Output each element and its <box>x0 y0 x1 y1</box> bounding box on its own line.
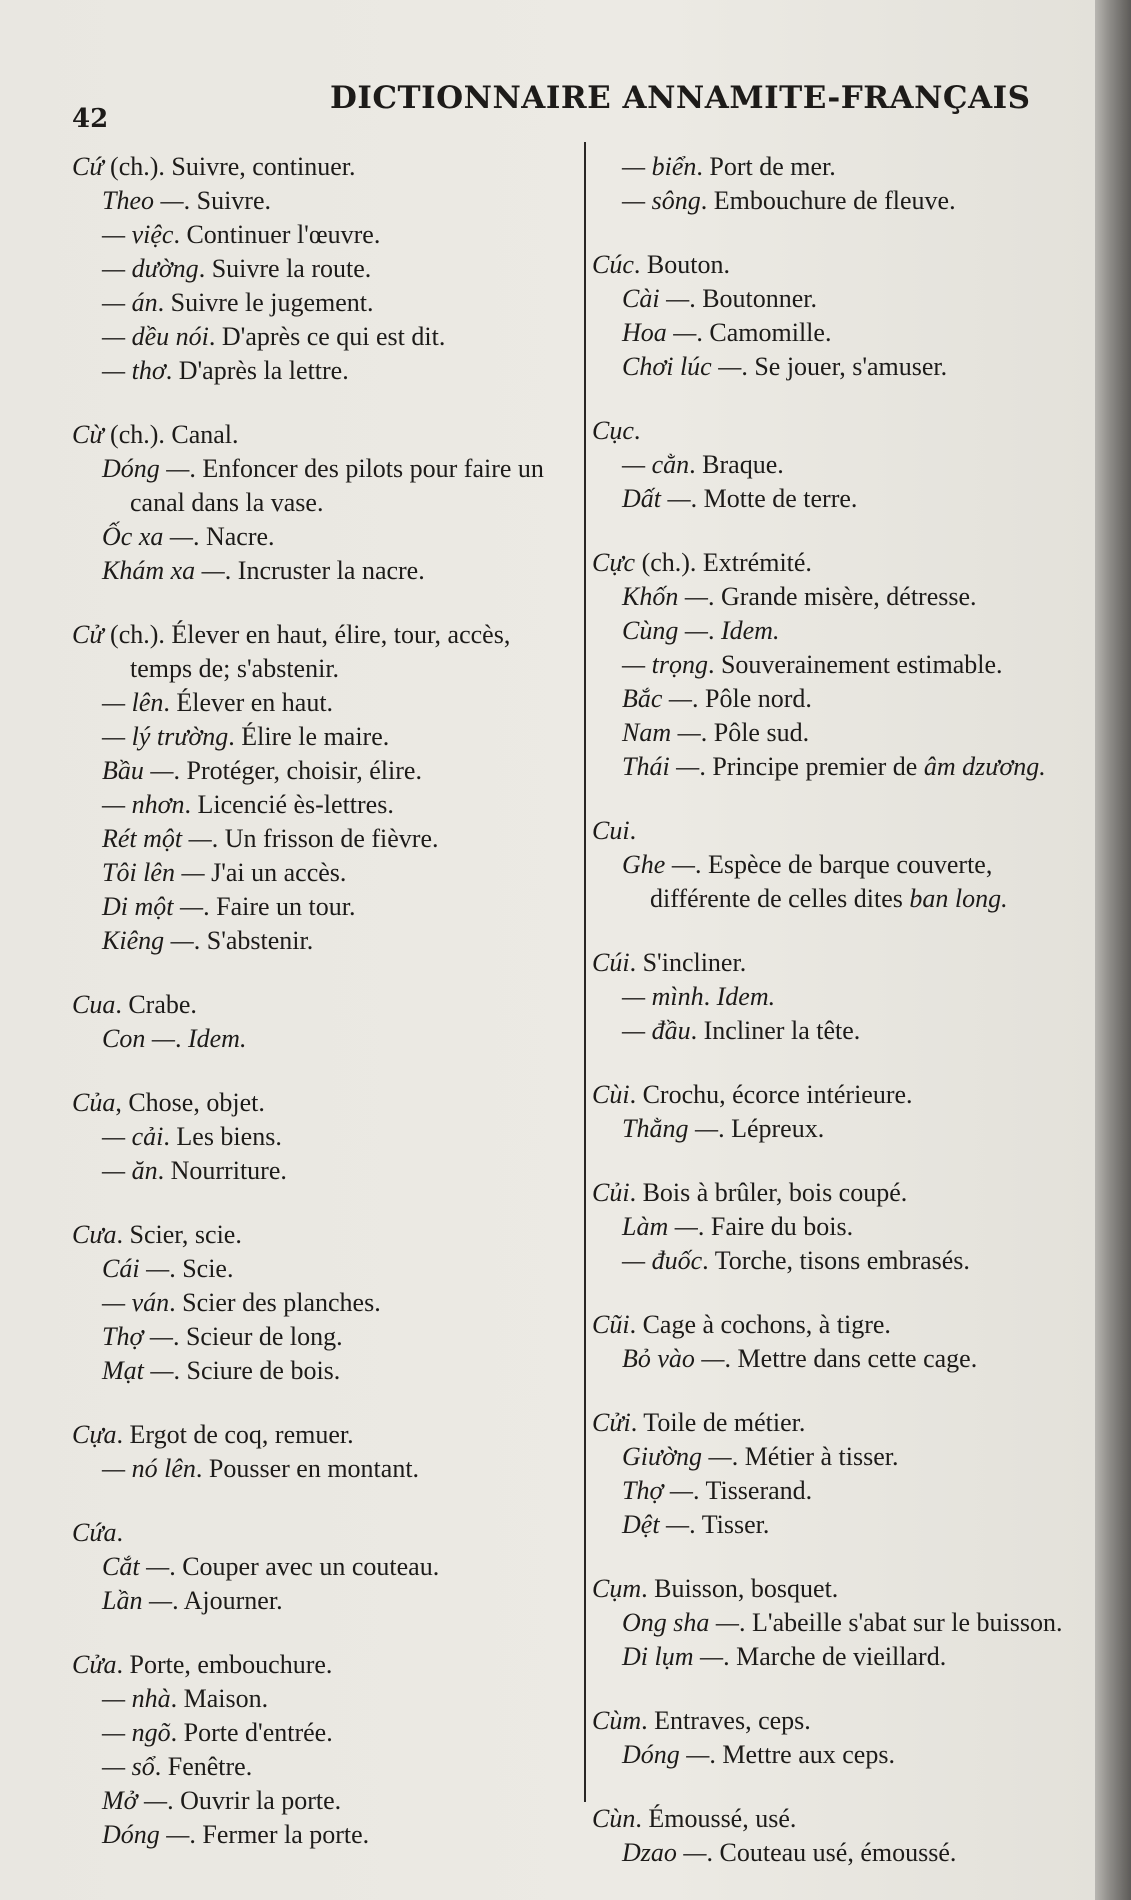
sub-definition: . Fenêtre. <box>154 1752 253 1781</box>
sub-term: Thợ — <box>622 1476 693 1505</box>
headword: Cua <box>72 990 116 1019</box>
definition: (ch.). Suivre, continuer. <box>103 152 356 181</box>
sub-entry <box>72 1320 577 1354</box>
sub-definition: . Faire un tour. <box>203 892 356 921</box>
dictionary-entry <box>72 1648 577 1852</box>
sub-entry <box>592 580 1092 614</box>
entry-headline <box>592 414 1092 448</box>
entry-headline <box>72 150 577 184</box>
sub-entry <box>72 320 577 354</box>
sub-definition: . Élire le maire. <box>228 722 390 751</box>
sub-definition: . Un frisson de fièvre. <box>211 824 439 853</box>
headword: Cử <box>72 620 104 649</box>
sub-term: Bắc — <box>622 684 693 713</box>
sub-entry <box>592 614 1092 648</box>
sub-term: — ngõ <box>102 1718 171 1747</box>
dictionary-entry <box>592 814 1092 916</box>
dictionary-entry <box>72 618 577 958</box>
sub-definition: . Suivre la route. <box>198 254 372 283</box>
sub-definition: . Pôle sud. <box>700 718 810 747</box>
sub-definition: . Principe premier de <box>699 752 924 781</box>
definition: , Chose, objet. <box>115 1088 265 1117</box>
sub-term: — dường <box>102 254 199 283</box>
sub-entry <box>592 1640 1092 1674</box>
sub-definition: . Mettre dans cette cage. <box>724 1344 978 1373</box>
sub-definition: . Souverainement estimable. <box>707 650 1003 679</box>
sub-term: — lên <box>102 688 164 717</box>
sub-definition-italic: Idem. <box>720 616 780 645</box>
sub-definition: . Licencié ès-lettres. <box>184 790 394 819</box>
sub-term: Dzao — <box>622 1838 707 1867</box>
sub-definition: . Motte de terre. <box>690 484 858 513</box>
definition: . Bois à brûler, bois coupé. <box>629 1178 908 1207</box>
definition: . Scier, scie. <box>116 1220 242 1249</box>
sub-entry <box>72 1252 577 1286</box>
sub-term: Thợ — <box>102 1322 173 1351</box>
dictionary-entry <box>592 150 1092 218</box>
sub-entry <box>72 1354 577 1388</box>
entry-headline <box>72 988 577 1022</box>
sub-entry <box>592 682 1092 716</box>
headword: Cúi <box>592 948 630 977</box>
entry-headline <box>592 814 1092 848</box>
sub-entry <box>592 1836 1092 1870</box>
headword: Cục <box>592 416 634 445</box>
sub-definition: . Suivre. <box>183 186 272 215</box>
sub-definition: . Protéger, choisir, élire. <box>173 756 422 785</box>
sub-term: Chơi lúc — <box>622 352 742 381</box>
sub-entry <box>592 150 1092 184</box>
sub-entry <box>592 980 1092 1014</box>
dictionary-entry <box>72 1086 577 1188</box>
headword: Cực <box>592 548 636 577</box>
sub-term: Ghe — <box>622 850 695 879</box>
headword: Cừ <box>72 420 104 449</box>
entry-headline <box>592 1704 1092 1738</box>
sub-entry <box>592 1474 1092 1508</box>
entry-headline <box>72 418 577 452</box>
dictionary-entry <box>592 1704 1092 1772</box>
dictionary-entry <box>592 1802 1092 1870</box>
sub-term: Nam — <box>622 718 701 747</box>
sub-definition: . Tisser. <box>689 1510 770 1539</box>
sub-definition: . Enfoncer des pilots pour faire un canal dans la vase. <box>130 454 544 517</box>
sub-definition-italic: ban long. <box>909 884 1008 913</box>
headword: Cùn <box>592 1804 636 1833</box>
sub-entry <box>592 482 1092 516</box>
definition: (ch.). Élever en haut, élire, tour, accès, temps de; s'abstenir. <box>103 620 511 683</box>
definition: . Ergot de coq, remuer. <box>116 1420 354 1449</box>
headword: Cứa <box>72 1518 117 1547</box>
dictionary-entry <box>72 1218 577 1388</box>
sub-definition: . Embouchure de fleuve. <box>700 186 956 215</box>
sub-term: Mở — <box>102 1786 168 1815</box>
sub-entry <box>592 350 1092 384</box>
definition: . Bouton. <box>633 250 730 279</box>
sub-term: Dóng — <box>622 1740 710 1769</box>
left-column <box>72 150 577 1882</box>
sub-definition: . Nourriture. <box>157 1156 287 1185</box>
definition: . Crabe. <box>115 990 197 1019</box>
sub-term: — sông <box>622 186 701 215</box>
dictionary-entry <box>592 248 1092 384</box>
entry-headline <box>592 1308 1092 1342</box>
sub-entry <box>72 686 577 720</box>
sub-definition: . <box>707 616 721 645</box>
entry-headline <box>592 1802 1092 1836</box>
dictionary-entry <box>72 988 577 1056</box>
entry-headline <box>72 1218 577 1252</box>
sub-entry <box>72 218 577 252</box>
sub-definition: . Ouvrir la porte. <box>167 1786 342 1815</box>
sub-entry <box>72 354 577 388</box>
dictionary-entry <box>592 1406 1092 1542</box>
sub-definition: . Scie. <box>169 1254 234 1283</box>
entry-headline <box>72 1516 577 1550</box>
sub-definition: . Incliner la tête. <box>690 1016 861 1045</box>
sub-entry <box>592 750 1092 784</box>
sub-entry <box>72 1584 577 1618</box>
entry-headline <box>592 1572 1092 1606</box>
sub-definition: . <box>174 1024 188 1053</box>
sub-definition: . Torche, tisons embrasés. <box>702 1246 970 1275</box>
sub-definition: . Scier des planches. <box>169 1288 381 1317</box>
sub-entry <box>72 252 577 286</box>
sub-entry <box>72 520 577 554</box>
sub-definition-italic: Idem. <box>187 1024 247 1053</box>
sub-entry <box>72 452 577 520</box>
sub-entry <box>72 720 577 754</box>
definition: . Cage à cochons, à tigre. <box>629 1310 891 1339</box>
headword: Của <box>72 1088 116 1117</box>
sub-definition-italic: Idem. <box>716 982 776 1011</box>
definition: . <box>116 1518 124 1547</box>
sub-entry <box>592 648 1092 682</box>
sub-definition: . Incruster la nacre. <box>224 556 425 585</box>
sub-definition: . Couteau usé, émoussé. <box>706 1838 957 1867</box>
sub-term: Khốn — <box>622 582 708 611</box>
sub-entry <box>72 890 577 924</box>
sub-term: — mình <box>622 982 704 1011</box>
headword: Cụm <box>592 1574 642 1603</box>
definition: (ch.). Extrémité. <box>635 548 812 577</box>
sub-definition: . <box>703 982 717 1011</box>
sub-term: Rét một — <box>102 824 212 853</box>
entry-headline <box>72 618 577 686</box>
sub-definition: . Nacre. <box>192 522 275 551</box>
sub-term: — đuốc <box>622 1246 703 1275</box>
dictionary-entry <box>592 1176 1092 1278</box>
sub-term: Giường — <box>622 1442 732 1471</box>
sub-entry <box>72 554 577 588</box>
headword: Cùi <box>592 1080 630 1109</box>
sub-term: — lý trường <box>102 722 229 751</box>
sub-entry <box>72 822 577 856</box>
sub-definition: . Faire du bois. <box>697 1212 854 1241</box>
headword: Cứ <box>72 152 104 181</box>
headword: Cửa <box>72 1650 117 1679</box>
sub-term: Dệt — <box>622 1510 690 1539</box>
sub-definition: . Fermer la porte. <box>189 1820 370 1849</box>
column-divider <box>584 142 586 1802</box>
sub-entry <box>72 754 577 788</box>
sub-entry <box>592 316 1092 350</box>
sub-term: — án <box>102 288 158 317</box>
sub-term: Dất — <box>622 484 691 513</box>
dictionary-entry <box>72 150 577 388</box>
sub-term: Theo — <box>102 186 184 215</box>
dictionary-entry <box>592 1078 1092 1146</box>
sub-term: — biển <box>622 152 697 181</box>
sub-definition: J'ai un accès. <box>204 858 347 887</box>
dictionary-entry <box>72 1516 577 1618</box>
sub-term: Khám xa — <box>102 556 225 585</box>
sub-entry <box>592 1606 1092 1640</box>
sub-entry <box>72 788 577 822</box>
sub-term: Cùng — <box>622 616 708 645</box>
sub-term: — việc <box>102 220 174 249</box>
sub-entry <box>592 282 1092 316</box>
headword: Cưa <box>72 1220 117 1249</box>
sub-definition: . D'après ce qui est dit. <box>208 322 446 351</box>
sub-term: Dóng — <box>102 454 190 483</box>
sub-definition: . Couper avec un couteau. <box>169 1552 440 1581</box>
dictionary-entry <box>592 946 1092 1048</box>
sub-entry <box>72 856 577 890</box>
definition: . <box>633 416 641 445</box>
sub-entry <box>72 1022 577 1056</box>
sub-definition: . Tisserand. <box>692 1476 813 1505</box>
sub-definition: . Suivre le jugement. <box>157 288 374 317</box>
sub-term: Cài — <box>622 284 690 313</box>
entry-headline <box>592 1406 1092 1440</box>
sub-definition: . L'abeille s'abat sur le buisson. <box>739 1608 1063 1637</box>
definition: . <box>629 816 637 845</box>
sub-definition: . Marche de vieillard. <box>723 1642 947 1671</box>
sub-entry <box>592 184 1092 218</box>
sub-definition: . Braque. <box>689 450 784 479</box>
dictionary-entry <box>592 1308 1092 1376</box>
sub-definition: . Les biens. <box>163 1122 282 1151</box>
sub-term: Thằng — <box>622 1114 719 1143</box>
sub-definition: . Pôle nord. <box>692 684 812 713</box>
sub-term: Mạt — <box>102 1356 174 1385</box>
sub-term: — nó lên <box>102 1454 196 1483</box>
sub-entry <box>72 286 577 320</box>
definition: (ch.). Canal. <box>103 420 239 449</box>
sub-term: — trọng <box>622 650 708 679</box>
sub-entry <box>592 1244 1092 1278</box>
sub-term: Kiêng — <box>102 926 194 955</box>
sub-entry <box>592 1210 1092 1244</box>
sub-entry <box>592 1508 1092 1542</box>
definition: . Buisson, bosquet. <box>641 1574 839 1603</box>
page-edge <box>1095 0 1131 1900</box>
sub-definition-italic: âm dzương. <box>923 752 1046 781</box>
sub-term: Di một — <box>102 892 204 921</box>
sub-term: Lần — <box>102 1586 173 1615</box>
sub-entry <box>72 1784 577 1818</box>
sub-definition: . Se jouer, s'amuser. <box>741 352 948 381</box>
sub-entry <box>72 1452 577 1486</box>
definition: . Porte, embouchure. <box>116 1650 333 1679</box>
entry-headline <box>592 248 1092 282</box>
headword: Cúc <box>592 250 634 279</box>
sub-definition: . Pousser en montant. <box>195 1454 420 1483</box>
sub-definition: . Scieur de long. <box>172 1322 343 1351</box>
sub-term: — dều nói <box>102 322 209 351</box>
definition: . Crochu, écorce intérieure. <box>629 1080 913 1109</box>
sub-term: Dóng — <box>102 1820 190 1849</box>
entry-headline <box>72 1418 577 1452</box>
sub-term: Bầu — <box>102 756 174 785</box>
sub-entry <box>592 1014 1092 1048</box>
sub-definition: . Boutonner. <box>689 284 818 313</box>
definition: . Émoussé, usé. <box>635 1804 797 1833</box>
dictionary-entry <box>592 1572 1092 1674</box>
sub-term: — ván <box>102 1288 170 1317</box>
sub-entry <box>592 716 1092 750</box>
sub-term: Hoa — <box>622 318 697 347</box>
sub-term: Di lụm — <box>622 1642 724 1671</box>
page-number: 42 <box>72 104 109 134</box>
sub-entry <box>72 1818 577 1852</box>
sub-definition: . Ajourner. <box>172 1586 283 1615</box>
sub-definition: . Espèce de barque couverte, différente de celles dites <box>650 850 993 913</box>
sub-entry <box>592 1440 1092 1474</box>
entry-headline <box>592 1176 1092 1210</box>
sub-term: Cái — <box>102 1254 170 1283</box>
headword: Cựa <box>72 1420 117 1449</box>
sub-entry <box>72 1286 577 1320</box>
sub-definition: . Port de mer. <box>696 152 836 181</box>
sub-entry <box>592 1112 1092 1146</box>
definition: . Entraves, ceps. <box>641 1706 811 1735</box>
entry-headline <box>592 1078 1092 1112</box>
entry-headline <box>592 946 1092 980</box>
headword: Cửi <box>592 1408 631 1437</box>
sub-term: — đầu <box>622 1016 691 1045</box>
sub-entry <box>592 848 1092 916</box>
sub-entry <box>72 924 577 958</box>
sub-entry <box>72 1120 577 1154</box>
dictionary-entry <box>72 418 577 588</box>
sub-entry <box>592 1738 1092 1772</box>
dictionary-entry <box>72 1418 577 1486</box>
dictionary-entry <box>592 414 1092 516</box>
sub-term: Thái — <box>622 752 700 781</box>
entry-headline <box>592 546 1092 580</box>
headword: Cui <box>592 816 630 845</box>
sub-term: Cắt — <box>102 1552 170 1581</box>
sub-term: — thơ <box>102 356 166 385</box>
sub-definition: . Sciure de bois. <box>173 1356 341 1385</box>
page-header <box>0 60 1095 134</box>
sub-entry <box>72 1716 577 1750</box>
sub-definition: . Maison. <box>170 1684 269 1713</box>
sub-entry <box>72 1682 577 1716</box>
sub-entry <box>72 184 577 218</box>
dictionary-entry <box>592 546 1092 784</box>
sub-definition: . Camomille. <box>696 318 832 347</box>
sub-term: Ốc xa — <box>102 522 193 551</box>
headword: Cùm <box>592 1706 642 1735</box>
sub-term: Bỏ vào — <box>622 1344 725 1373</box>
sub-term: — sổ <box>102 1752 155 1781</box>
sub-term: Ong sha — <box>622 1608 740 1637</box>
sub-definition: . Grande misère, détresse. <box>707 582 977 611</box>
definition: . S'incliner. <box>629 948 747 977</box>
sub-term: — cải <box>102 1122 164 1151</box>
sub-definition: . Mettre aux ceps. <box>709 1740 895 1769</box>
sub-definition: . S'abstenir. <box>193 926 314 955</box>
sub-definition: . Lépreux. <box>718 1114 825 1143</box>
sub-definition: . Élever en haut. <box>163 688 334 717</box>
sub-term: Làm — <box>622 1212 698 1241</box>
entry-headline <box>72 1648 577 1682</box>
sub-entry <box>72 1154 577 1188</box>
sub-definition: . D'après la lettre. <box>165 356 349 385</box>
headword: Củi <box>592 1178 630 1207</box>
sub-entry <box>72 1550 577 1584</box>
sub-term: — cằn <box>622 450 690 479</box>
sub-entry <box>72 1750 577 1784</box>
headword: Cũi <box>592 1310 630 1339</box>
page-title: DICTIONNAIRE ANNAMITE-FRANÇAIS <box>330 80 1031 116</box>
definition: . Toile de métier. <box>630 1408 806 1437</box>
sub-definition: . Métier à tisser. <box>731 1442 899 1471</box>
sub-term: — nhơn <box>102 790 185 819</box>
sub-definition: . Porte d'entrée. <box>170 1718 333 1747</box>
entry-headline <box>72 1086 577 1120</box>
sub-definition: . Continuer l'œuvre. <box>173 220 381 249</box>
sub-term: Con — <box>102 1024 175 1053</box>
right-column <box>592 150 1092 1900</box>
sub-entry <box>592 1342 1092 1376</box>
sub-term: Tôi lên — <box>102 858 205 887</box>
sub-term: — nhà <box>102 1684 171 1713</box>
sub-entry <box>592 448 1092 482</box>
sub-term: — ăn <box>102 1156 158 1185</box>
